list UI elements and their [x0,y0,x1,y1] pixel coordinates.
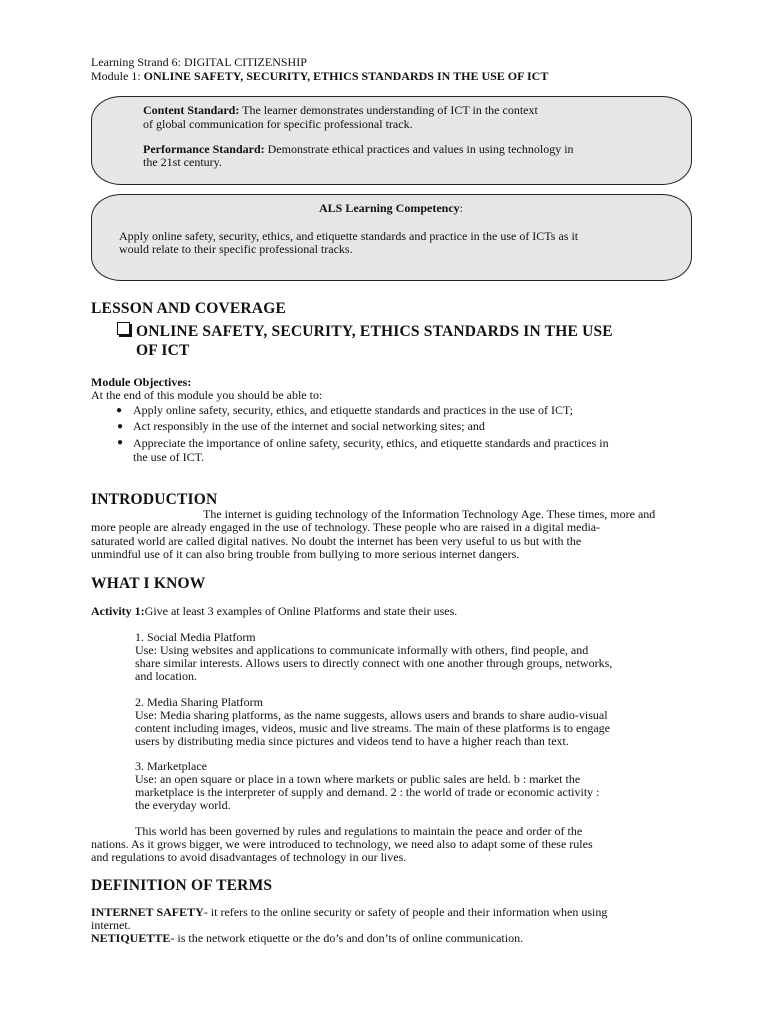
bullet-icon: ● [116,405,123,416]
competency-title-text: ALS Learning Competency [318,201,460,215]
platform-use: marketplace is the interpreter of supply and demand. 2 : the world of trade or economic activity : [135,785,600,799]
activity-1 [91,605,457,619]
performance-standard-label: Performance Standard: [143,142,265,156]
checkbox-icon [117,322,130,335]
introduction-line: unmindful use of it can also bring trouble from bullying to more serious internet dangers. [91,547,520,561]
module-prefix: Module 1: [91,69,144,83]
closing-line: and regulations to avoid disadvantages of technology in our lives. [91,850,407,864]
objectives-heading: Module Objectives: [91,375,192,389]
introduction-line: saturated world are called digital natives. No doubt the internet has been very useful to us but with the [91,534,582,548]
platform-use: content including images, videos, music and live streams. The main of these platforms is to engage [135,721,611,735]
definition-text: - it refers to the online security or safety of people and their information when using [203,905,608,919]
definition-item [91,932,523,946]
content-standard-cont: of global communication for specific professional track. [143,117,413,131]
platform-use: the everyday world. [135,798,231,812]
platform-use: Use: Using websites and applications to communicate informally with others, find people, and [135,643,589,657]
objective-item-cont: the use of ICT. [133,450,205,464]
definition-text-cont: internet. [91,918,131,932]
platform-use: and location. [135,669,197,683]
objective-item: Act responsibly in the use of the internet and social networking sites; and [133,419,485,433]
closing-line: nations. As it grows bigger, we were introduced to technology, we need also to adapt some of these rules [91,837,593,851]
platform-use: Use: Media sharing platforms, as the name suggests, allows users and brands to share audio-visual [135,708,608,722]
platform-use: Use: an open square or place in a town where markets or public sales are held. b : market the [135,772,581,786]
lesson-item-cont: OF ICT [136,342,190,359]
learning-strand: Learning Strand 6: DIGITAL CITIZENSHIP [91,55,307,69]
platform-title: 2. Media Sharing Platform [135,695,263,709]
lesson-item-text: ONLINE SAFETY, SECURITY, ETHICS STANDARDS IN THE USE [136,323,613,340]
competency-title [0,202,768,216]
platform-use: users by distributing media since pictures and videos tend to have a higher reach than text. [135,734,569,748]
definitions-heading: DEFINITION OF TERMS [91,877,273,894]
performance-standard-text: Demonstrate ethical practices and values in using technology in [264,142,574,156]
module-name: ONLINE SAFETY, SECURITY, ETHICS STANDARDS IN THE USE OF ICT [143,69,549,83]
module-title [91,70,548,84]
introduction-line: more people are already engaged in the use of technology. These people who are raised in a digital media- [91,520,601,534]
objective-item: Appreciate the importance of online safety, security, ethics, and etiquette standards and practices in [133,436,609,450]
definition-term: INTERNET SAFETY [91,905,204,919]
competency-text: Apply online safety, security, ethics, and etiquette standards and practice in the use of ICTs as it [119,229,579,243]
activity-text: Give at least 3 examples of Online Platforms and state their uses. [144,604,458,618]
competency-text-cont: would relate to their specific professional tracks. [119,242,353,256]
definition-item [91,906,607,920]
bullet-icon: ● [117,437,124,448]
objectives-intro: At the end of this module you should be able to: [91,388,323,402]
what-i-know-heading: WHAT I KNOW [91,575,206,592]
performance-standard-cont: the 21st century. [143,155,222,169]
introduction-line: The internet is guiding technology of the Information Technology Age. These times, more and [203,507,656,521]
content-standard [143,104,538,118]
platform-title: 1. Social Media Platform [135,630,256,644]
lesson-heading: LESSON AND COVERAGE [91,300,287,317]
introduction-heading: INTRODUCTION [91,491,218,508]
closing-line: This world has been governed by rules and regulations to maintain the peace and order of the [135,824,583,838]
platform-title: 3. Marketplace [135,759,207,773]
competency-colon: : [459,201,463,215]
objective-item: Apply online safety, security, ethics, and etiquette standards and practices in the use of ICT; [133,403,573,417]
lesson-item [117,322,613,341]
bullet-icon: ● [117,421,124,432]
content-standard-label: Content Standard: [143,103,240,117]
definition-term: NETIQUETTE [91,931,171,945]
content-standard-text: The learner demonstrates understanding of ICT in the context [239,103,538,117]
definition-text: - is the network etiquette or the do’s and don’ts of online communication. [170,931,524,945]
activity-label: Activity 1: [91,604,145,618]
platform-use: share similar interests. Allows users to directly connect with one another through groups, networks, [135,656,613,670]
